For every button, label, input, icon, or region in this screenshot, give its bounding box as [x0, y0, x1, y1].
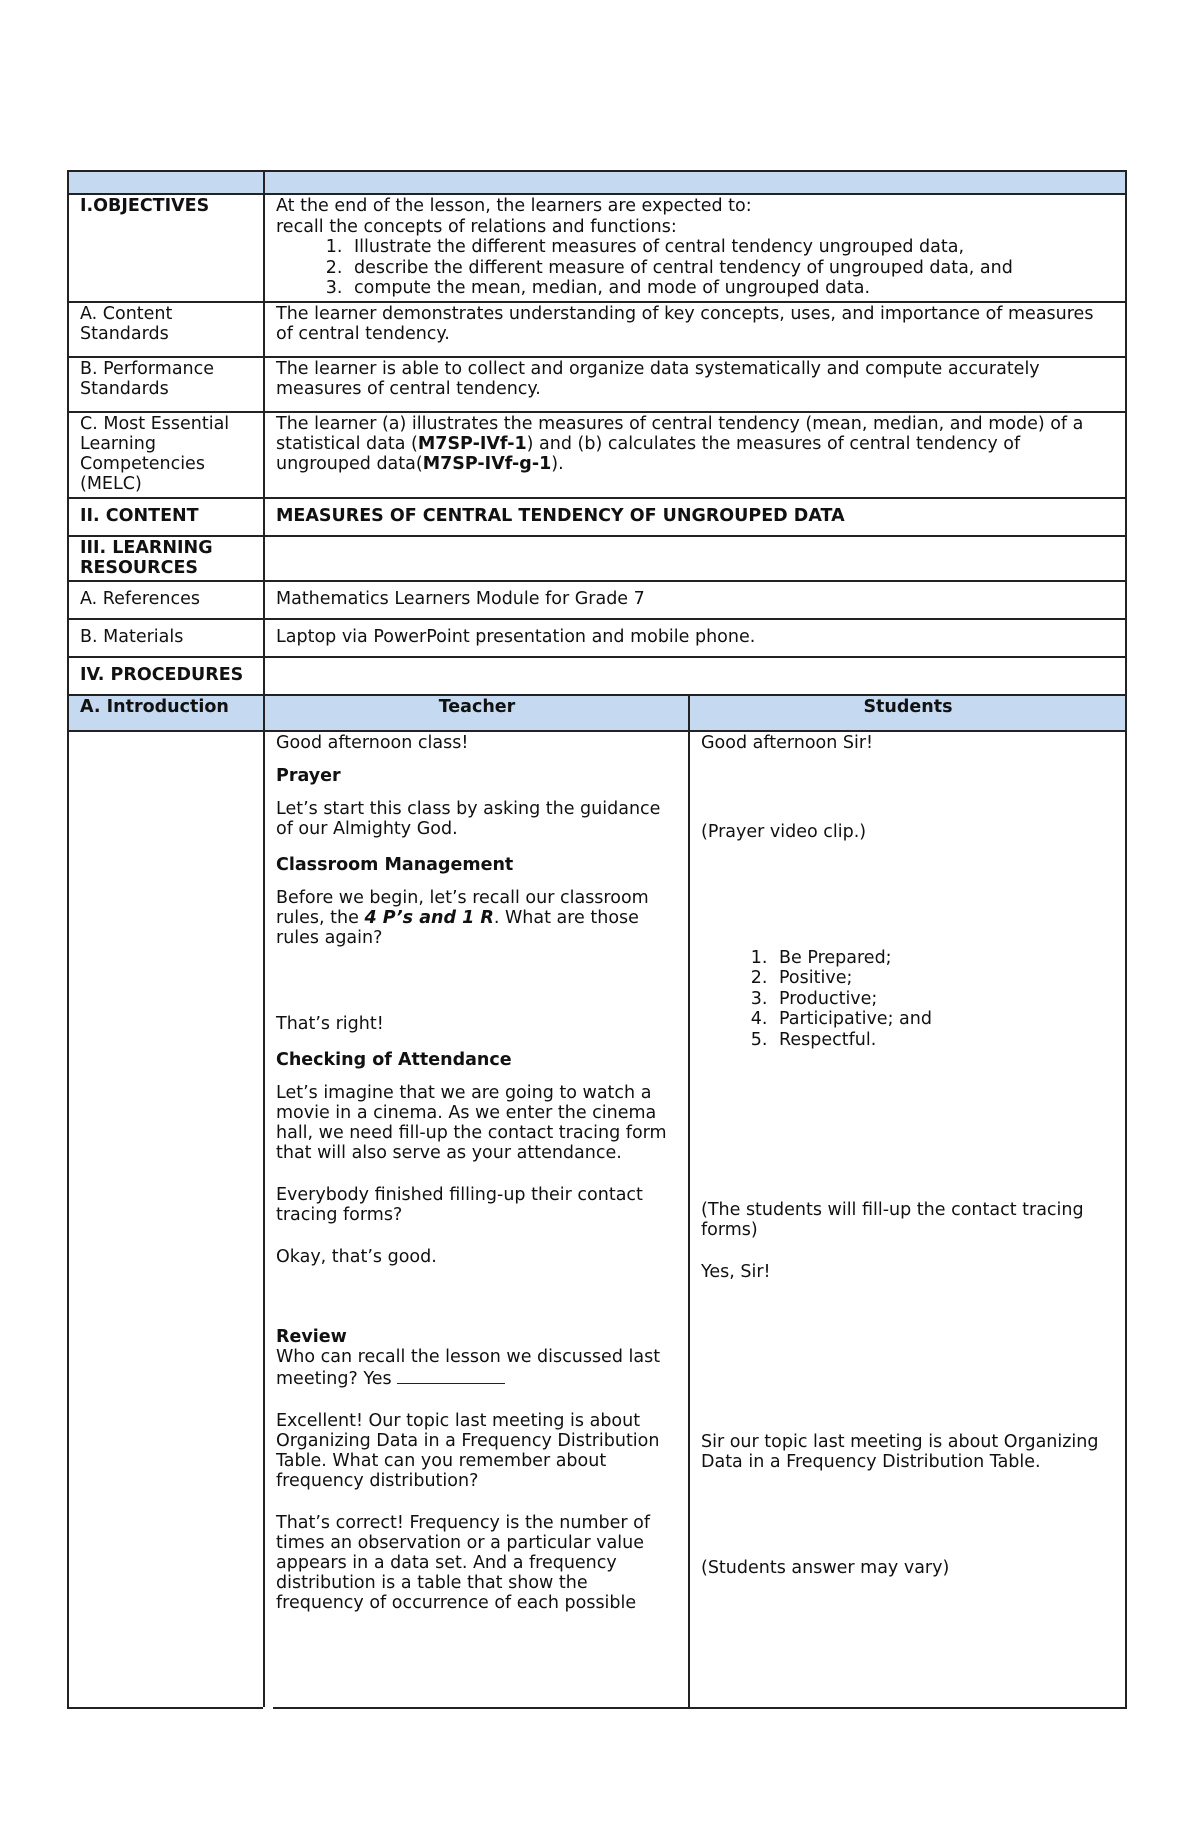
introduction-header-row — [68, 695, 1126, 731]
introduction-label: A. Introduction — [68, 695, 264, 731]
rule-item: 4. Participative; and — [773, 1009, 1115, 1030]
classroom-rules-list — [701, 948, 1115, 1051]
references-row — [68, 581, 1126, 619]
objectives-recall: recall the concepts of relations and functions: — [276, 216, 677, 237]
excellent-text: Excellent! Our topic last meeting is about Organizing Data in a Frequency Distribution Table. What can you remember about frequency distribution? — [276, 1410, 660, 1491]
students-column-header: Students — [689, 695, 1126, 731]
learning-resources-row — [68, 536, 1126, 581]
content-row — [68, 498, 1126, 536]
review-heading: Review — [276, 1326, 347, 1347]
rule-item: 2. Positive; — [773, 968, 1115, 989]
melc-label: C. Most Essential Learning Competencies (MELC) — [68, 412, 264, 498]
melc-code-1: M7SP-IVf-1 — [417, 433, 527, 454]
performance-standards-label: B. Performance Standards — [68, 357, 264, 412]
performance-standards-row — [68, 357, 1126, 412]
objectives-intro: At the end of the lesson, the learners are expected to: — [276, 196, 752, 216]
content-label: II. CONTENT — [68, 498, 264, 536]
objectives-row — [68, 194, 1126, 302]
performance-standards-text: The learner is able to collect and organize data systematically and compute accurately measures of central tendency. — [264, 357, 1126, 412]
objective-item: 2. describe the different measure of central tendency of ungrouped data, and — [348, 258, 1115, 279]
finished-question: Everybody finished filling-up their contact tracing forms? — [276, 1184, 643, 1225]
teacher-greeting: Good afternoon class! — [276, 732, 469, 753]
frequency-definition-text: That’s correct! Frequency is the number of times an observation or a particular value appears in a data set. And a frequency distribution is a table that show the frequency of occurrence of each possible — [276, 1512, 650, 1613]
content-text: MEASURES OF CENTRAL TENDENCY OF UNGROUPED DATA — [264, 498, 1126, 536]
references-text: Mathematics Learners Module for Grade 7 — [264, 581, 1126, 619]
topic-response: Sir our topic last meeting is about Organizing Data in a Frequency Distribution Table. — [701, 1432, 1099, 1472]
melc-text: The learner (a) illustrates the measures of central tendency (mean, median, and mode) of a statistical data (M7SP-IVf-1) and (b) calculates the measures of central tendency of ungrouped data(M7SP-IVf-g-1). — [264, 412, 1126, 498]
prayer-heading: Prayer — [276, 765, 341, 786]
melc-row — [68, 412, 1126, 498]
prayer-response: (Prayer video clip.) — [701, 821, 867, 842]
introduction-body-row — [68, 731, 1126, 1708]
content-standards-row — [68, 302, 1126, 357]
teacher-column-header: Teacher — [264, 695, 689, 731]
objectives-label: I.OBJECTIVES — [68, 194, 264, 302]
prayer-text: Let’s start this class by asking the guidance of our Almighty God. — [276, 798, 661, 839]
objectives-list — [276, 237, 1115, 299]
lesson-plan-table — [67, 170, 1127, 1709]
thats-good-text: Okay, that’s good. — [276, 1246, 437, 1267]
attendance-heading: Checking of Attendance — [276, 1049, 512, 1070]
classroom-management-heading: Classroom Management — [276, 854, 514, 875]
content-standards-label: A. Content Standards — [68, 302, 264, 357]
four-ps-one-r: 4 P’s and 1 R — [364, 907, 494, 928]
materials-label: B. Materials — [68, 619, 264, 657]
procedures-row — [68, 657, 1126, 695]
review-question: Who can recall the lesson we discussed last meeting? Yes — [276, 1346, 661, 1389]
procedures-label: IV. PROCEDURES — [68, 657, 264, 695]
materials-text: Laptop via PowerPoint presentation and mobile phone. — [264, 619, 1126, 657]
rule-item: 3. Productive; — [773, 989, 1115, 1010]
learning-resources-label: III. LEARNING RESOURCES — [68, 536, 264, 581]
yes-sir-response: Yes, Sir! — [701, 1262, 771, 1282]
melc-code-2: M7SP-IVf-g-1 — [422, 453, 552, 474]
objective-item: 3. compute the mean, median, and mode of ungrouped data. — [348, 278, 1115, 299]
teacher-column — [264, 731, 689, 1708]
answer-blank — [397, 1367, 505, 1384]
rule-item: 5. Respectful. — [773, 1030, 1115, 1051]
table-header-band — [68, 171, 1126, 194]
references-label: A. References — [68, 581, 264, 619]
contact-tracing-response: (The students will fill-up the contact tracing forms) — [701, 1200, 1084, 1240]
students-column — [689, 731, 1126, 1708]
objective-item: 1. Illustrate the different measures of central tendency ungrouped data, — [348, 237, 1115, 258]
rule-item: 1. Be Prepared; — [773, 948, 1115, 969]
classroom-management-text: Before we begin, let’s recall our classroom rules, the 4 P’s and 1 R. What are those rules again? — [276, 887, 649, 948]
content-standards-text: The learner demonstrates understanding of key concepts, uses, and importance of measures of central tendency. — [264, 302, 1126, 357]
thats-right-text: That’s right! — [276, 1013, 384, 1034]
materials-row — [68, 619, 1126, 657]
students-greeting: Good afternoon Sir! — [701, 732, 874, 753]
answers-vary-response: (Students answer may vary) — [701, 1558, 950, 1578]
attendance-text: Let’s imagine that we are going to watch a movie in a cinema. As we enter the cinema hall, we need fill-up the contact tracing form that will also serve as your attendance. — [276, 1082, 667, 1163]
